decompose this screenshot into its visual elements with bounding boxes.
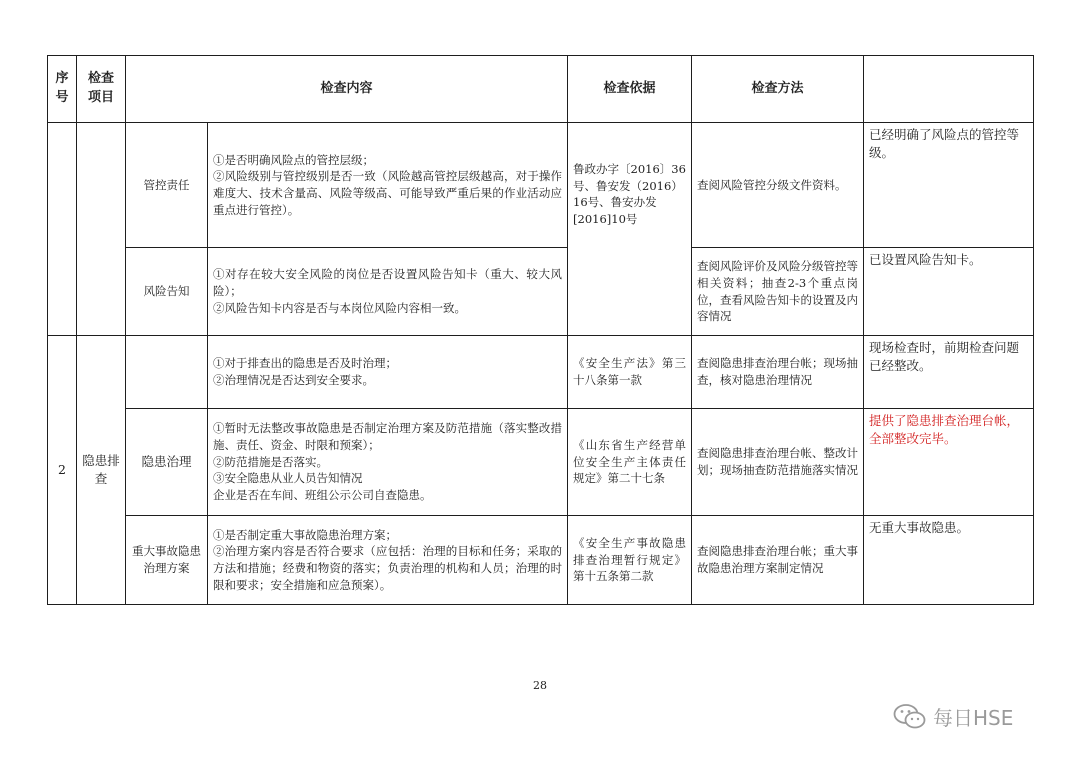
header-item: 检查 项目 <box>77 56 126 123</box>
result-cell: 现场检查时，前期检查问题已经整改。 <box>864 336 1034 409</box>
content-cell: ①是否制定重大事故隐患治理方案； ②治理方案内容是否符合要求（应包括：治理的目标和任务；采取的方法和措施；经费和物资的落实；负责治理的机构和人员；治理的时限和要求；安全措施和应急预案）。 <box>208 516 568 605</box>
sub-item-cell: 隐患治理 <box>126 409 208 516</box>
item-cell <box>77 123 126 336</box>
table-row <box>48 516 1034 605</box>
page-number: 28 <box>533 679 547 692</box>
method-cell: 查阅隐患排查治理台帐、整改计划；现场抽查防范措施落实情况 <box>692 409 864 516</box>
table-row <box>48 123 1034 248</box>
basis-cell: 《安全生产法》第三十八条第一款 <box>568 336 692 409</box>
table-row <box>48 248 1034 336</box>
seq-cell: 2 <box>48 336 77 605</box>
header-method: 检查方法 <box>692 56 864 123</box>
header-basis: 检查依据 <box>568 56 692 123</box>
result-cell: 提供了隐患排查治理台帐，全部整改完毕。 <box>864 409 1034 516</box>
content-cell: ①暂时无法整改事故隐患是否制定治理方案及防范措施（落实整改措施、责任、资金、时限和预案）； ②防范措施是否落实。 ③安全隐患从业人员告知情况 企业是否在车间、班组公示公司自查隐患。 <box>208 409 568 516</box>
basis-cell: 鲁政办字〔2016〕36号、鲁安发（2016）16号、鲁安办发[2016]10号 <box>568 123 692 336</box>
table-row <box>48 336 1034 409</box>
method-cell: 查阅隐患排查治理台帐；重大事故隐患治理方案制定情况 <box>692 516 864 605</box>
table-row <box>48 409 1034 516</box>
sub-item-cell: 管控责任 <box>126 123 208 248</box>
header-content: 检查内容 <box>126 56 568 123</box>
sub-item-cell: 风险告知 <box>126 248 208 336</box>
method-cell: 查阅隐患排查治理台帐；现场抽查，核对隐患治理情况 <box>692 336 864 409</box>
content-cell: ①对于排查出的隐患是否及时治理； ②治理情况是否达到安全要求。 <box>208 336 568 409</box>
header-seq: 序 号 <box>48 56 77 123</box>
basis-cell: 《安全生产事故隐患排查治理暂行规定》第十五条第二款 <box>568 516 692 605</box>
result-cell: 无重大事故隐患。 <box>864 516 1034 605</box>
result-cell: 已设置风险告知卡。 <box>864 248 1034 336</box>
sub-item-cell <box>126 336 208 409</box>
content-cell: ①对存在较大安全风险的岗位是否设置风险告知卡（重大、较大风险）； ②风险告知卡内容是否与本岗位风险内容相一致。 <box>208 248 568 336</box>
result-cell: 已经明确了风险点的管控等级。 <box>864 123 1034 248</box>
method-cell: 查阅风险评价及风险分级管控等相关资料；抽查2-3个重点岗位，查看风险告知卡的设置及内容情况 <box>692 248 864 336</box>
sub-item-cell: 重大事故隐患治理方案 <box>126 516 208 605</box>
wechat-icon <box>893 703 927 731</box>
watermark <box>893 702 1013 731</box>
seq-cell <box>48 123 77 336</box>
basis-cell: 《山东省生产经营单位安全生产主体责任规定》第二十七条 <box>568 409 692 516</box>
method-cell: 查阅风险管控分级文件资料。 <box>692 123 864 248</box>
item-cell: 隐患排查 <box>77 336 126 605</box>
header-result <box>864 56 1034 123</box>
watermark-text: 每日HSE <box>933 706 1014 730</box>
inspection-table <box>47 55 1034 605</box>
header-row <box>48 56 1034 123</box>
content-cell: ①是否明确风险点的管控层级； ②风险级别与管控级别是否一致（风险越高管控层级越高，对于操作难度大、技术含量高、风险等级高、可能导致严重后果的作业活动应重点进行管控）。 <box>208 123 568 248</box>
